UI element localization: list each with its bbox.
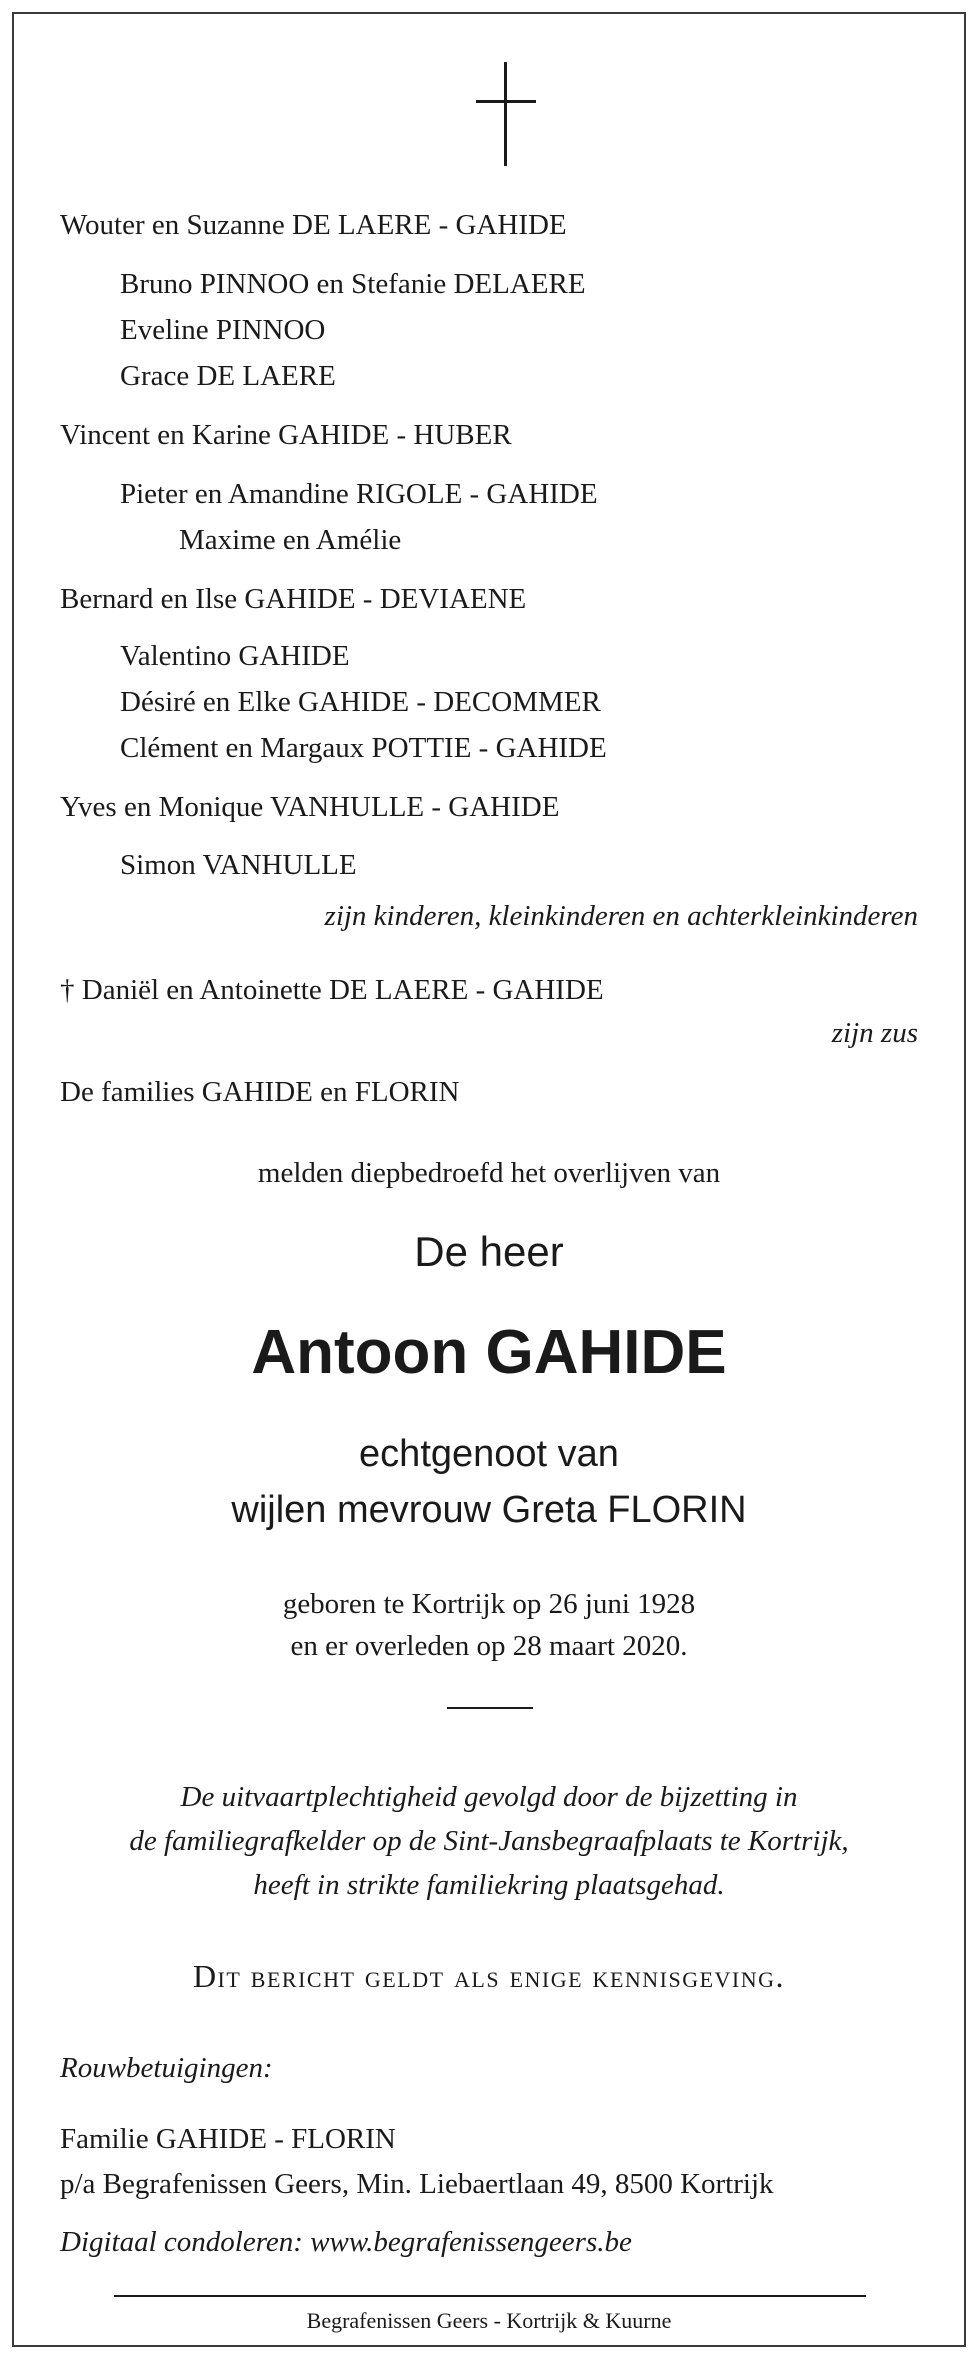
spouse-line-2: wijlen mevrouw Greta FLORIN <box>231 1489 747 1531</box>
footer-text: Begrafenissen Geers - Kortrijk & Kuurne <box>306 2308 672 2333</box>
family-line: Désiré en Elke GAHIDE - DECOMMER <box>120 686 601 718</box>
birth-line: geboren te Kortrijk op 26 juni 1928 <box>282 1588 696 1620</box>
ceremony-line: heeft in strikte familiekring plaatsgehad. <box>253 1869 725 1901</box>
sister-caption: zijn zus <box>831 1017 918 1049</box>
deceased-name: Antoon GAHIDE <box>251 1318 727 1387</box>
condolences-address: p/a Begrafenissen Geers, Min. Liebaertlaan 49, 8500 Kortrijk <box>60 2168 774 2200</box>
footer-divider <box>114 2295 866 2297</box>
ceremony-line: De uitvaartplechtigheid gevolgd door de bijzetting in <box>180 1781 798 1813</box>
family-line: Pieter en Amandine RIGOLE - GAHIDE <box>120 478 598 510</box>
family-line: Simon VANHULLE <box>120 849 357 881</box>
divider <box>447 1707 533 1709</box>
family-line: Valentino GAHIDE <box>120 640 350 672</box>
families-line: De families GAHIDE en FLORIN <box>60 1076 460 1108</box>
condolences-heading: Rouwbetuigingen: <box>60 2052 273 2084</box>
family-line: Wouter en Suzanne DE LAERE - GAHIDE <box>60 209 567 241</box>
spouse-line-1: echtgenoot van <box>359 1433 619 1475</box>
family-line: Eveline PINNOO <box>120 314 326 346</box>
children-caption: zijn kinderen, kleinkinderen en achterkleinkinderen <box>324 900 918 932</box>
family-line: Clément en Margaux POTTIE - GAHIDE <box>120 732 607 764</box>
deceased-title: De heer <box>414 1228 564 1275</box>
condolences-online: Digitaal condoleren: www.begrafenissengeers.be <box>60 2226 632 2258</box>
ceremony-line: de familiegrafkelder op de Sint-Jansbegraafplaats te Kortrijk, <box>129 1825 849 1857</box>
family-line: Yves en Monique VANHULLE - GAHIDE <box>60 791 560 823</box>
sister-line: † Daniël en Antoinette DE LAERE - GAHIDE <box>60 974 604 1006</box>
death-line: en er overleden op 28 maart 2020. <box>290 1630 688 1662</box>
cross-icon <box>476 62 536 166</box>
family-line: Bruno PINNOO en Stefanie DELAERE <box>120 268 586 300</box>
family-line: Grace DE LAERE <box>120 360 336 392</box>
condolences-recipient: Familie GAHIDE - FLORIN <box>60 2123 396 2155</box>
family-line: Maxime en Amélie <box>179 524 402 556</box>
family-line: Vincent en Karine GAHIDE - HUBER <box>60 419 512 451</box>
death-notice <box>12 12 966 2347</box>
announce-line: melden diepbedroefd het overlijven van <box>257 1157 721 1189</box>
family-line: Bernard en Ilse GAHIDE - DEVIAENE <box>60 583 527 615</box>
notice-line: Dit bericht geldt als enige kennisgeving. <box>192 1958 786 1994</box>
